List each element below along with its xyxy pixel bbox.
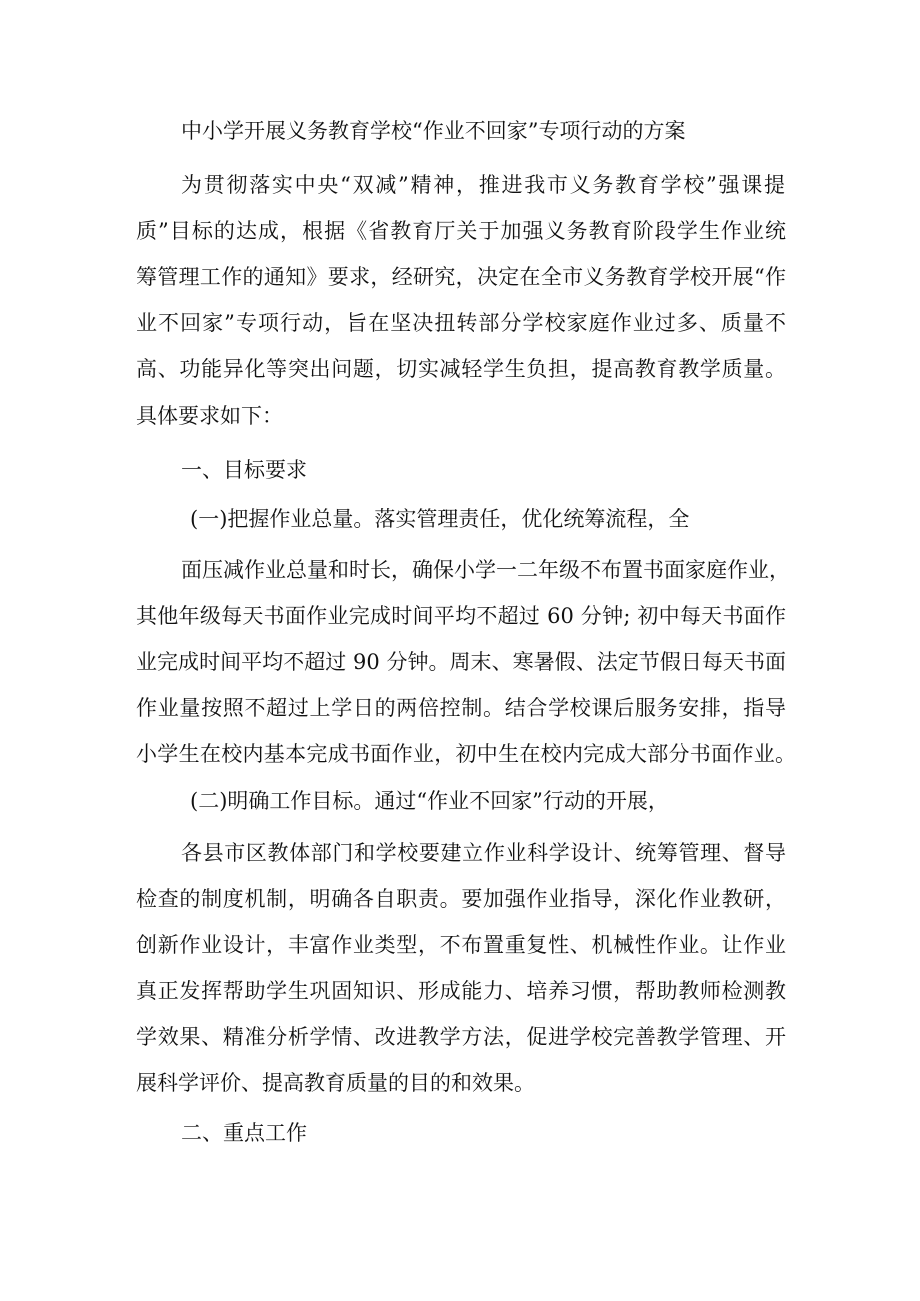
paragraph-line: 展科学评价、提高教育质量的目的和效果。 (136, 1071, 535, 1095)
paragraph-line: 作业量按照不超过上学日的两倍控制。结合学校课后服务安排，指导 (136, 696, 786, 720)
section-heading-1: 一、目标要求 (181, 458, 307, 482)
paragraph-line: 学效果、精准分析学情、改进教学方法，促进学校完善教学管理、开 (136, 1025, 786, 1049)
paragraph-line: 各县市区教体部门和学校要建立作业科学设计、统筹管理、督导 (181, 841, 786, 865)
paragraph-line: 业完成时间平均不超过 90 分钟。周末、寒暑假、法定节假日每天书面 (136, 650, 786, 674)
paragraph-line: 创新作业设计，丰富作业类型，不布置重复性、机械性作业。让作业 (136, 933, 786, 957)
intro-line: 质”目标的达成，根据《省教育厅关于加强义务教育阶段学生作业统 (136, 219, 786, 243)
document-title: 中小学开展义务教育学校“作业不回家”专项行动的方案 (181, 119, 686, 143)
item-lead-2: (二)明确工作目标。通过“作业不回家”行动的开展， (190, 789, 669, 813)
intro-line: 筹管理工作的通知》要求，经研究，决定在全市义务教育学校开展“作 (136, 265, 786, 289)
section-heading-2: 二、重点工作 (181, 1121, 307, 1145)
paragraph-line: 面压减作业总量和时长，确保小学一二年级不布置书面家庭作业， (181, 558, 790, 582)
intro-line: 具体要求如下： (136, 404, 283, 428)
paragraph-line: 其他年级每天书面作业完成时间平均不超过 60 分钟; 初中每天书面作 (136, 604, 786, 628)
paragraph-line: 检查的制度机制，明确各自职责。要加强作业指导，深化作业教研， (136, 887, 786, 911)
item-lead-1: (一)把握作业总量。落实管理责任，优化统筹流程，全 (190, 507, 690, 531)
paragraph-line: 真正发挥帮助学生巩固知识、形成能力、培养习惯，帮助教师检测教 (136, 979, 786, 1003)
intro-line: 业不回家”专项行动，旨在坚决扭转部分学校家庭作业过多、质量不 (136, 311, 786, 335)
intro-line: 为贯彻落实中央“双减”精神，推进我市义务教育学校”强课提 (181, 173, 785, 197)
paragraph-line: 小学生在校内基本完成书面作业，初中生在校内完成大部分书面作业。 (136, 742, 796, 766)
intro-line: 高、功能异化等突出问题，切实减轻学生负担，提高教育教学质量。 (136, 357, 786, 381)
